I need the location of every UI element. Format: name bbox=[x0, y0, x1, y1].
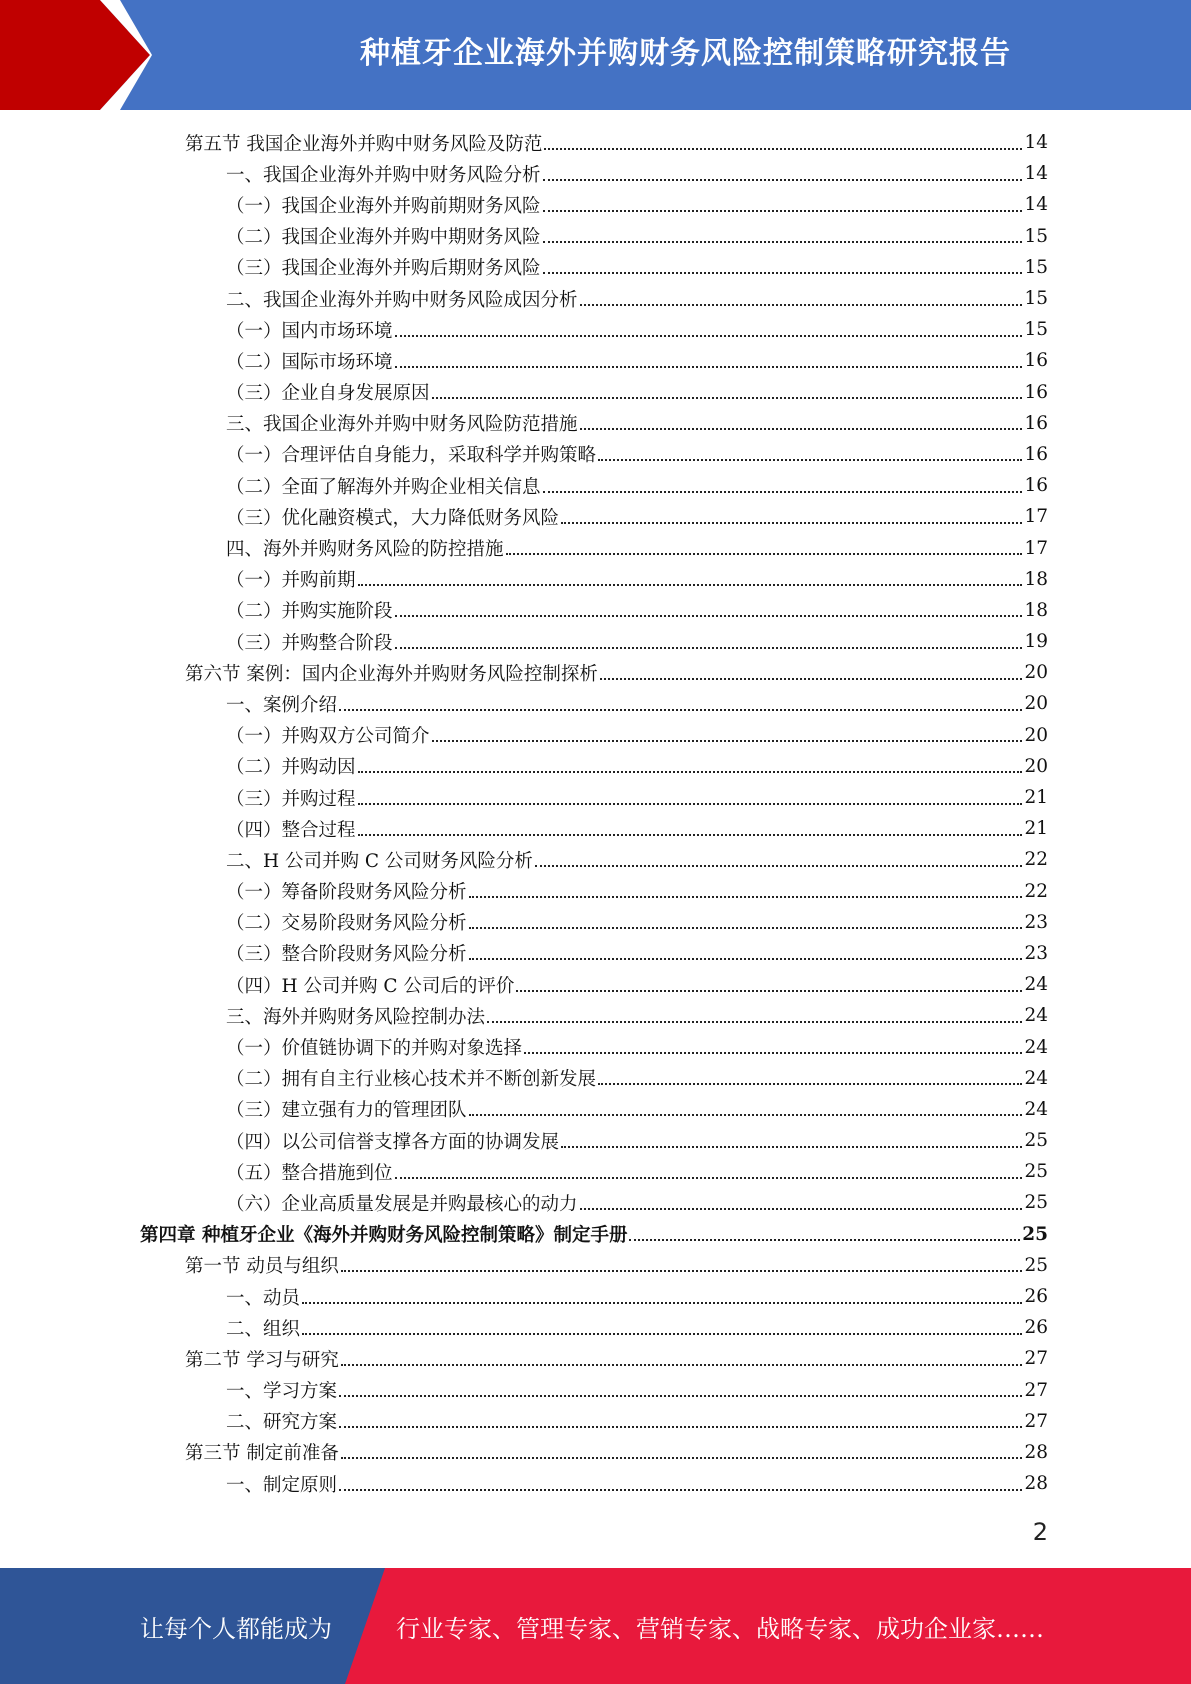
toc-entry-title: 二、组织 bbox=[226, 1318, 301, 1340]
toc-leader-dots bbox=[339, 1426, 1022, 1428]
toc-entry-title: （一）合理评估自身能力，采取科学并购策略 bbox=[226, 445, 597, 467]
toc-entry-page: 19 bbox=[1024, 631, 1048, 653]
toc-leader-dots bbox=[341, 1364, 1023, 1366]
toc-entry[interactable] bbox=[140, 189, 1048, 220]
toc-leader-dots bbox=[487, 1021, 1022, 1023]
toc-entry-page: 24 bbox=[1024, 1005, 1048, 1027]
toc-entry-page: 15 bbox=[1024, 288, 1048, 310]
toc-leader-dots bbox=[469, 927, 1023, 929]
toc-entry-page: 27 bbox=[1024, 1348, 1048, 1370]
toc-entry-page: 21 bbox=[1024, 787, 1048, 809]
toc-entry[interactable] bbox=[140, 1094, 1048, 1125]
toc-leader-dots bbox=[358, 584, 1023, 586]
toc-entry-page: 24 bbox=[1024, 974, 1048, 996]
toc-entry-title: （四）以公司信誉支撑各方面的协调发展 bbox=[226, 1131, 560, 1153]
toc-leader-dots bbox=[432, 397, 1023, 399]
toc-leader-dots bbox=[506, 553, 1023, 555]
toc-entry-page: 16 bbox=[1024, 443, 1048, 465]
toc-entry-page: 25 bbox=[1024, 1192, 1048, 1214]
toc-entry-title: （六）企业高质量发展是并购最核心的动力 bbox=[226, 1193, 578, 1215]
toc-leader-dots bbox=[395, 366, 1023, 368]
toc-leader-dots bbox=[561, 1146, 1022, 1148]
toc-entry-page: 24 bbox=[1024, 1067, 1048, 1089]
toc-entry-page: 25 bbox=[1024, 1161, 1048, 1183]
toc-entry[interactable] bbox=[140, 252, 1048, 283]
toc-entry[interactable] bbox=[140, 1187, 1048, 1218]
toc-leader-dots bbox=[395, 647, 1023, 649]
toc-leader-dots bbox=[600, 678, 1023, 680]
toc-entry[interactable] bbox=[140, 938, 1048, 969]
toc-entry-page: 16 bbox=[1024, 475, 1048, 497]
report-title: 种植牙企业海外并购财务风险控制策略研究报告 bbox=[360, 36, 1011, 71]
toc-entry-page: 17 bbox=[1024, 537, 1048, 559]
toc-entry[interactable] bbox=[140, 1406, 1048, 1437]
toc-entry-page: 14 bbox=[1024, 132, 1048, 154]
toc-entry-page: 15 bbox=[1024, 319, 1048, 341]
toc-leader-dots bbox=[580, 1208, 1023, 1210]
toc-entry-page: 23 bbox=[1024, 911, 1048, 933]
toc-entry[interactable] bbox=[140, 1219, 1048, 1250]
toc-entry-title: 三、海外并购财务风险控制办法 bbox=[226, 1006, 486, 1028]
toc-entry-page: 20 bbox=[1024, 693, 1048, 715]
toc-entry-title: （一）价值链协调下的并购对象选择 bbox=[226, 1038, 523, 1060]
toc-entry-title: （三）整合阶段财务风险分析 bbox=[226, 944, 467, 966]
toc-entry-page: 24 bbox=[1024, 1098, 1048, 1120]
toc-entry[interactable] bbox=[140, 1437, 1048, 1468]
toc-entry-page: 23 bbox=[1024, 942, 1048, 964]
toc-entry[interactable] bbox=[140, 283, 1048, 314]
toc-leader-dots bbox=[302, 1302, 1022, 1304]
toc-leader-dots bbox=[395, 615, 1023, 617]
toc-entry[interactable] bbox=[140, 782, 1048, 813]
toc-entry[interactable] bbox=[140, 501, 1048, 532]
toc-entry-page: 20 bbox=[1024, 724, 1048, 746]
toc-leader-dots bbox=[339, 1489, 1022, 1491]
toc-entry-title: （一）并购双方公司简介 bbox=[226, 726, 430, 748]
toc-entry-title: （四）H 公司并购 C 公司后的评价 bbox=[226, 975, 515, 997]
toc-entry-title: （二）并购动因 bbox=[226, 757, 356, 779]
toc-entry-title: 三、我国企业海外并购中财务风险防范措施 bbox=[226, 414, 578, 436]
toc-entry[interactable] bbox=[140, 532, 1048, 563]
toc-entry-title: 一、学习方案 bbox=[226, 1381, 338, 1403]
toc-entry-title: （三）并购过程 bbox=[226, 788, 356, 810]
toc-entry-title: 一、我国企业海外并购中财务风险分析 bbox=[226, 164, 541, 186]
toc-entry[interactable] bbox=[140, 1000, 1048, 1031]
toc-entry-page: 28 bbox=[1024, 1473, 1048, 1495]
toc-leader-dots bbox=[358, 834, 1023, 836]
toc-entry-page: 27 bbox=[1024, 1379, 1048, 1401]
toc-entry[interactable] bbox=[140, 813, 1048, 844]
toc-entry[interactable] bbox=[140, 969, 1048, 1000]
toc-entry-page: 22 bbox=[1024, 880, 1048, 902]
toc-entry-title: （三）优化融资模式，大力降低财务风险 bbox=[226, 507, 560, 529]
toc-entry[interactable] bbox=[140, 1468, 1048, 1499]
toc-entry-title: （二）我国企业海外并购中期财务风险 bbox=[226, 227, 541, 249]
toc-entry-title: 第三节 制定前准备 bbox=[185, 1443, 339, 1465]
footer-slogan-right: 行业专家、管理专家、营销专家、战略专家、成功企业家…… bbox=[396, 1614, 1044, 1643]
toc-entry-page: 22 bbox=[1024, 849, 1048, 871]
toc-entry-page: 26 bbox=[1024, 1286, 1048, 1308]
toc-entry-page: 27 bbox=[1024, 1410, 1048, 1432]
toc-entry[interactable] bbox=[140, 1125, 1048, 1156]
toc-entry[interactable] bbox=[140, 907, 1048, 938]
toc-entry-title: （二）交易阶段财务风险分析 bbox=[226, 913, 467, 935]
toc-entry-page: 17 bbox=[1024, 506, 1048, 528]
toc-leader-dots bbox=[543, 241, 1023, 243]
table-of-contents bbox=[140, 127, 1048, 1499]
toc-leader-dots bbox=[598, 459, 1022, 461]
toc-entry[interactable] bbox=[140, 720, 1048, 751]
toc-entry[interactable] bbox=[140, 688, 1048, 719]
toc-entry-title: 二、我国企业海外并购中财务风险成因分析 bbox=[226, 289, 578, 311]
toc-entry[interactable] bbox=[140, 876, 1048, 907]
toc-entry[interactable] bbox=[140, 408, 1048, 439]
toc-leader-dots bbox=[469, 896, 1023, 898]
toc-entry-title: （二）并购实施阶段 bbox=[226, 601, 393, 623]
toc-entry-title: 第二节 学习与研究 bbox=[185, 1349, 339, 1371]
footer-slogan-left: 让每个人都能成为 bbox=[140, 1614, 332, 1643]
toc-entry[interactable] bbox=[140, 1343, 1048, 1374]
toc-entry-page: 14 bbox=[1024, 163, 1048, 185]
toc-entry[interactable] bbox=[140, 657, 1048, 688]
toc-entry-page: 20 bbox=[1024, 755, 1048, 777]
toc-leader-dots bbox=[543, 210, 1023, 212]
toc-leader-dots bbox=[543, 179, 1023, 181]
toc-entry-title: 第五节 我国企业海外并购中财务风险及防范 bbox=[185, 133, 543, 155]
toc-entry-title: 一、制定原则 bbox=[226, 1474, 338, 1496]
toc-entry-page: 25 bbox=[1024, 1130, 1048, 1152]
toc-leader-dots bbox=[395, 335, 1023, 337]
toc-entry-page: 24 bbox=[1024, 1036, 1048, 1058]
toc-entry-page: 28 bbox=[1024, 1441, 1048, 1463]
toc-entry-page: 16 bbox=[1024, 350, 1048, 372]
toc-entry-title: （四）整合过程 bbox=[226, 819, 356, 841]
toc-entry-page: 15 bbox=[1024, 225, 1048, 247]
toc-entry[interactable] bbox=[140, 1281, 1048, 1312]
toc-leader-dots bbox=[339, 709, 1022, 711]
toc-leader-dots bbox=[358, 771, 1023, 773]
toc-entry[interactable] bbox=[140, 314, 1048, 345]
toc-leader-dots bbox=[432, 740, 1023, 742]
toc-entry[interactable] bbox=[140, 127, 1048, 158]
toc-entry[interactable] bbox=[140, 221, 1048, 252]
toc-entry-title: （一）我国企业海外并购前期财务风险 bbox=[226, 195, 541, 217]
toc-entry-page: 16 bbox=[1024, 412, 1048, 434]
toc-leader-dots bbox=[341, 1457, 1023, 1459]
toc-entry-title: （一）筹备阶段财务风险分析 bbox=[226, 882, 467, 904]
toc-entry-title: 第四章 种植牙企业《海外并购财务风险控制策略》制定手册 bbox=[140, 1225, 628, 1247]
toc-entry-title: 一、案例介绍 bbox=[226, 694, 338, 716]
toc-entry-title: 第一节 动员与组织 bbox=[185, 1256, 339, 1278]
toc-leader-dots bbox=[543, 491, 1023, 493]
page-header bbox=[0, 0, 1191, 110]
toc-entry-page: 20 bbox=[1024, 662, 1048, 684]
toc-leader-dots bbox=[524, 1052, 1022, 1054]
toc-entry-title: 二、H 公司并购 C 公司财务风险分析 bbox=[226, 850, 533, 872]
toc-entry-title: （二）拥有自主行业核心技术并不断创新发展 bbox=[226, 1069, 597, 1091]
toc-entry[interactable] bbox=[140, 1375, 1048, 1406]
toc-leader-dots bbox=[516, 990, 1022, 992]
toc-entry-title: （二）国际市场环境 bbox=[226, 351, 393, 373]
toc-entry-page: 18 bbox=[1024, 568, 1048, 590]
toc-entry-title: （一）国内市场环境 bbox=[226, 320, 393, 342]
toc-entry-title: （三）我国企业海外并购后期财务风险 bbox=[226, 258, 541, 280]
toc-entry[interactable] bbox=[140, 564, 1048, 595]
toc-entry-page: 14 bbox=[1024, 194, 1048, 216]
toc-entry-title: （五）整合措施到位 bbox=[226, 1162, 393, 1184]
toc-entry-title: （一）并购前期 bbox=[226, 570, 356, 592]
toc-leader-dots bbox=[561, 522, 1022, 524]
toc-leader-dots bbox=[469, 958, 1023, 960]
toc-entry-page: 21 bbox=[1024, 818, 1048, 840]
toc-entry-page: 16 bbox=[1024, 381, 1048, 403]
toc-entry[interactable] bbox=[140, 1312, 1048, 1343]
page-number: 2 bbox=[1032, 1518, 1048, 1546]
toc-entry[interactable] bbox=[140, 1156, 1048, 1187]
toc-entry-page: 25 bbox=[1022, 1223, 1048, 1245]
toc-entry-title: 四、海外并购财务风险的防控措施 bbox=[226, 539, 504, 561]
toc-entry[interactable] bbox=[140, 158, 1048, 189]
page-footer bbox=[0, 1568, 1191, 1684]
toc-entry-title: 第六节 案例：国内企业海外并购财务风险控制探析 bbox=[185, 663, 598, 685]
toc-leader-dots bbox=[339, 1395, 1022, 1397]
toc-entry-page: 15 bbox=[1024, 256, 1048, 278]
toc-entry[interactable] bbox=[140, 1063, 1048, 1094]
toc-entry[interactable] bbox=[140, 345, 1048, 376]
toc-entry[interactable] bbox=[140, 377, 1048, 408]
toc-entry-title: 二、研究方案 bbox=[226, 1412, 338, 1434]
toc-leader-dots bbox=[302, 1333, 1022, 1335]
toc-leader-dots bbox=[395, 1177, 1023, 1179]
toc-leader-dots bbox=[469, 1114, 1023, 1116]
toc-leader-dots bbox=[580, 428, 1023, 430]
toc-leader-dots bbox=[358, 803, 1023, 805]
toc-leader-dots bbox=[341, 1270, 1023, 1272]
toc-entry-title: （三）企业自身发展原因 bbox=[226, 383, 430, 405]
toc-leader-dots bbox=[543, 272, 1023, 274]
toc-entry[interactable] bbox=[140, 439, 1048, 470]
toc-entry[interactable] bbox=[140, 844, 1048, 875]
toc-leader-dots bbox=[598, 1083, 1022, 1085]
toc-entry[interactable] bbox=[140, 751, 1048, 782]
toc-entry[interactable] bbox=[140, 1031, 1048, 1062]
toc-entry-page: 25 bbox=[1024, 1254, 1048, 1276]
toc-entry-title: （二）全面了解海外并购企业相关信息 bbox=[226, 476, 541, 498]
toc-entry[interactable] bbox=[140, 626, 1048, 657]
toc-entry-page: 26 bbox=[1024, 1317, 1048, 1339]
toc-entry-title: （三）并购整合阶段 bbox=[226, 632, 393, 654]
toc-leader-dots bbox=[629, 1239, 1020, 1241]
toc-leader-dots bbox=[544, 148, 1022, 150]
toc-entry[interactable] bbox=[140, 470, 1048, 501]
toc-leader-dots bbox=[535, 865, 1023, 867]
toc-leader-dots bbox=[580, 304, 1023, 306]
toc-entry-title: 一、动员 bbox=[226, 1287, 301, 1309]
toc-entry[interactable] bbox=[140, 595, 1048, 626]
toc-entry-page: 18 bbox=[1024, 599, 1048, 621]
toc-entry-title: （三）建立强有力的管理团队 bbox=[226, 1100, 467, 1122]
toc-entry[interactable] bbox=[140, 1250, 1048, 1281]
